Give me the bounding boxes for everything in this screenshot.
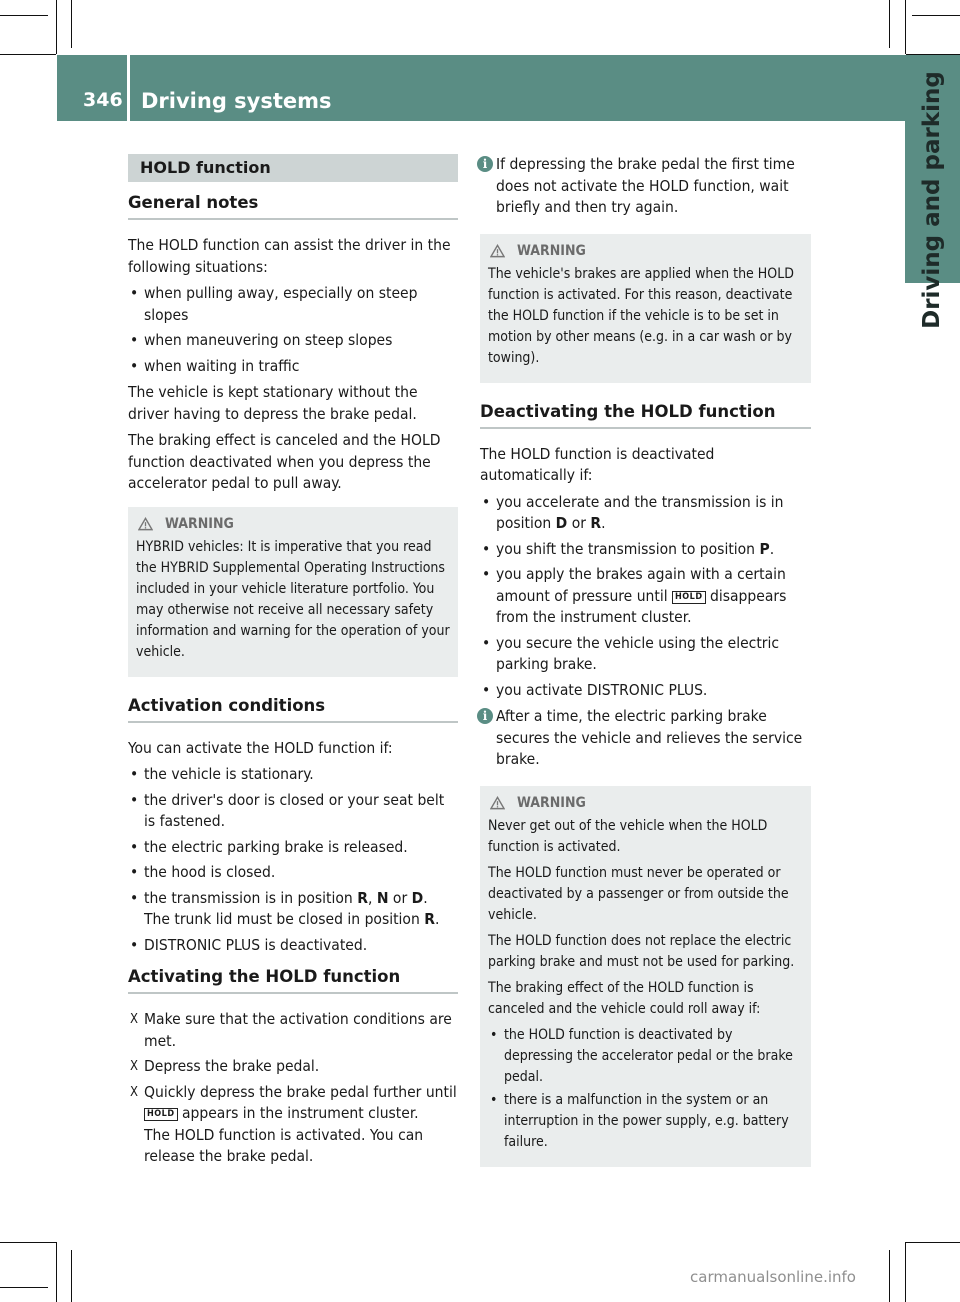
section-title: Driving systems (141, 89, 332, 113)
text: appears in the instrument cluster. (177, 1104, 419, 1122)
crop-mark (0, 1287, 48, 1288)
gear-r: R (357, 888, 368, 907)
step-item (128, 1082, 458, 1168)
general-notes-heading: General notes (128, 192, 458, 220)
crop-mark (0, 1242, 56, 1243)
hold-indicator-icon: HOLD (144, 1108, 178, 1121)
crop-mark (889, 1250, 890, 1302)
crop-mark (56, 0, 57, 54)
info-text: After a time, the electric parking brake secures the vehicle and relieves the service brake. (496, 707, 803, 768)
warning-label: WARNING (517, 794, 586, 811)
side-tab (905, 55, 960, 329)
deactivating-intro: The HOLD function is deactivated automatically if: (480, 444, 715, 484)
list-item: • the electric parking brake is released. (128, 837, 458, 859)
right-column (480, 154, 811, 1185)
info-icon: i (477, 156, 493, 172)
activation-steps (128, 1009, 458, 1168)
warning-text: The vehicle's brakes are applied when the HOLD function is activated. For this reason, deactivate the HOLD function if the vehicle is to be set in motion by other means (e.g. in a car wash or by towing). (488, 265, 794, 366)
text: Quickly depress the brake pedal further until (144, 1082, 457, 1101)
list-item (480, 539, 811, 561)
gear-r: R (424, 910, 435, 928)
crop-mark (889, 0, 890, 48)
warning-triangle-icon (490, 244, 505, 258)
activating-heading: Activating the HOLD function (128, 966, 458, 994)
warning-text: The HOLD function does not replace the electric parking brake and must not be used for parking. (488, 932, 795, 970)
info-note (480, 706, 811, 771)
warning-text: Never get out of the vehicle when the HOLD function is activated. (488, 817, 768, 855)
step-result: The HOLD function is activated. You can release the brake pedal. (144, 1125, 424, 1165)
list-item: • when maneuvering on steep slopes (128, 330, 458, 352)
crop-mark (56, 1242, 57, 1302)
warning-header (490, 241, 803, 262)
general-notes-intro: The HOLD function can assist the driver in the following situations: (128, 236, 451, 276)
list-item (128, 888, 458, 931)
left-column (128, 154, 458, 1173)
activation-conditions-heading: Activation conditions (128, 695, 458, 723)
text: . (769, 539, 775, 558)
warning-header (490, 793, 803, 814)
header-divider (127, 55, 130, 121)
crop-mark (906, 1242, 960, 1243)
page-number: 346 (83, 89, 123, 111)
gear-r: R (590, 514, 602, 532)
warning-text: HYBRID vehicles: It is imperative that you read the HYBRID Supplemental Operating Instructions included in your vehicle literature portfolio. You may otherwise not receive all necessary safety information and warning for the operation of your vehicle. (136, 538, 450, 660)
gear-d: D (411, 888, 424, 907)
deactivating-heading: Deactivating the HOLD function (480, 401, 811, 429)
text: The trunk lid must be closed in position (144, 910, 425, 928)
paragraph: The vehicle is kept stationary without the driver having to depress the brake pedal. (128, 383, 418, 423)
warning-triangle-icon (490, 796, 505, 810)
text: you apply the brakes again with a certain amount of pressure until (496, 565, 786, 605)
text: . (601, 514, 606, 532)
warning-box (128, 507, 458, 677)
list-item (480, 492, 811, 535)
crop-mark (0, 54, 56, 55)
watermark: carmanualsonline.info (690, 1268, 856, 1286)
list-item: • DISTRONIC PLUS is deactivated. (128, 935, 458, 957)
list-item: • the hood is closed. (128, 862, 458, 884)
gear-p: P (759, 539, 770, 558)
text: . (434, 910, 440, 928)
side-tab-label: Driving and parking (919, 71, 945, 329)
list-item: • the HOLD function is deactivated by depressing the accelerator pedal or the brake pedal. (488, 1025, 803, 1088)
step-item: X Depress the brake pedal. (128, 1056, 458, 1078)
warning-box (480, 786, 811, 1167)
warning-text: The braking effect of the HOLD function is canceled and the vehicle could roll away if: (488, 979, 761, 1017)
warning-text: The HOLD function must never be operated or deactivated by a passenger or from outside the vehicle. (488, 864, 789, 923)
info-text: If depressing the brake pedal the first time does not activate the HOLD function, wait briefly and then try again. (496, 155, 795, 216)
text: . (423, 888, 428, 907)
list-item: • there is a malfunction in the system or an interruption in the power supply, e.g. battery failure. (488, 1090, 803, 1153)
warning-list (488, 1025, 803, 1153)
text: or (567, 514, 591, 532)
crop-mark (912, 15, 960, 16)
gear-n: N (376, 888, 389, 907)
situation-list (128, 283, 458, 377)
list-item: • you secure the vehicle using the electric parking brake. (480, 633, 811, 676)
info-note (480, 154, 811, 219)
warning-box (480, 234, 811, 383)
list-item: • you activate DISTRONIC PLUS. (480, 680, 811, 702)
text: you accelerate and the transmission is in position (496, 492, 784, 532)
page-header (57, 55, 905, 121)
warning-label: WARNING (517, 242, 586, 259)
text: the transmission is in position (144, 888, 358, 907)
info-icon: i (477, 708, 493, 724)
list-item: • when pulling away, especially on steep slopes (128, 283, 458, 326)
crop-mark (905, 0, 906, 54)
warning-triangle-icon (138, 517, 153, 531)
crop-mark (71, 0, 72, 48)
text: , (367, 888, 377, 907)
crop-mark (71, 1250, 72, 1302)
crop-mark (0, 15, 48, 16)
warning-label: WARNING (165, 515, 234, 532)
deactivation-list (480, 492, 811, 702)
activation-conditions-list (128, 764, 458, 956)
warning-header (138, 514, 450, 535)
paragraph: The braking effect is canceled and the HOLD function deactivated when you depress the accelerator pedal to pull away. (128, 431, 441, 492)
list-item: • the vehicle is stationary. (128, 764, 458, 786)
chapter-heading: HOLD function (128, 154, 458, 182)
text: disappears from the instrument cluster. (496, 586, 787, 626)
gear-d: D (555, 514, 568, 532)
text: you shift the transmission to position (496, 539, 760, 558)
list-item: • when waiting in traffic (128, 356, 458, 378)
hold-indicator-icon: HOLD (672, 591, 706, 604)
text: or (388, 888, 412, 907)
activation-intro: You can activate the HOLD function if: (128, 738, 393, 757)
list-item: • the driver's door is closed or your seat belt is fastened. (128, 790, 458, 833)
crop-mark (905, 1242, 906, 1302)
step-item: X Make sure that the activation conditions are met. (128, 1009, 458, 1052)
list-item (480, 564, 811, 629)
